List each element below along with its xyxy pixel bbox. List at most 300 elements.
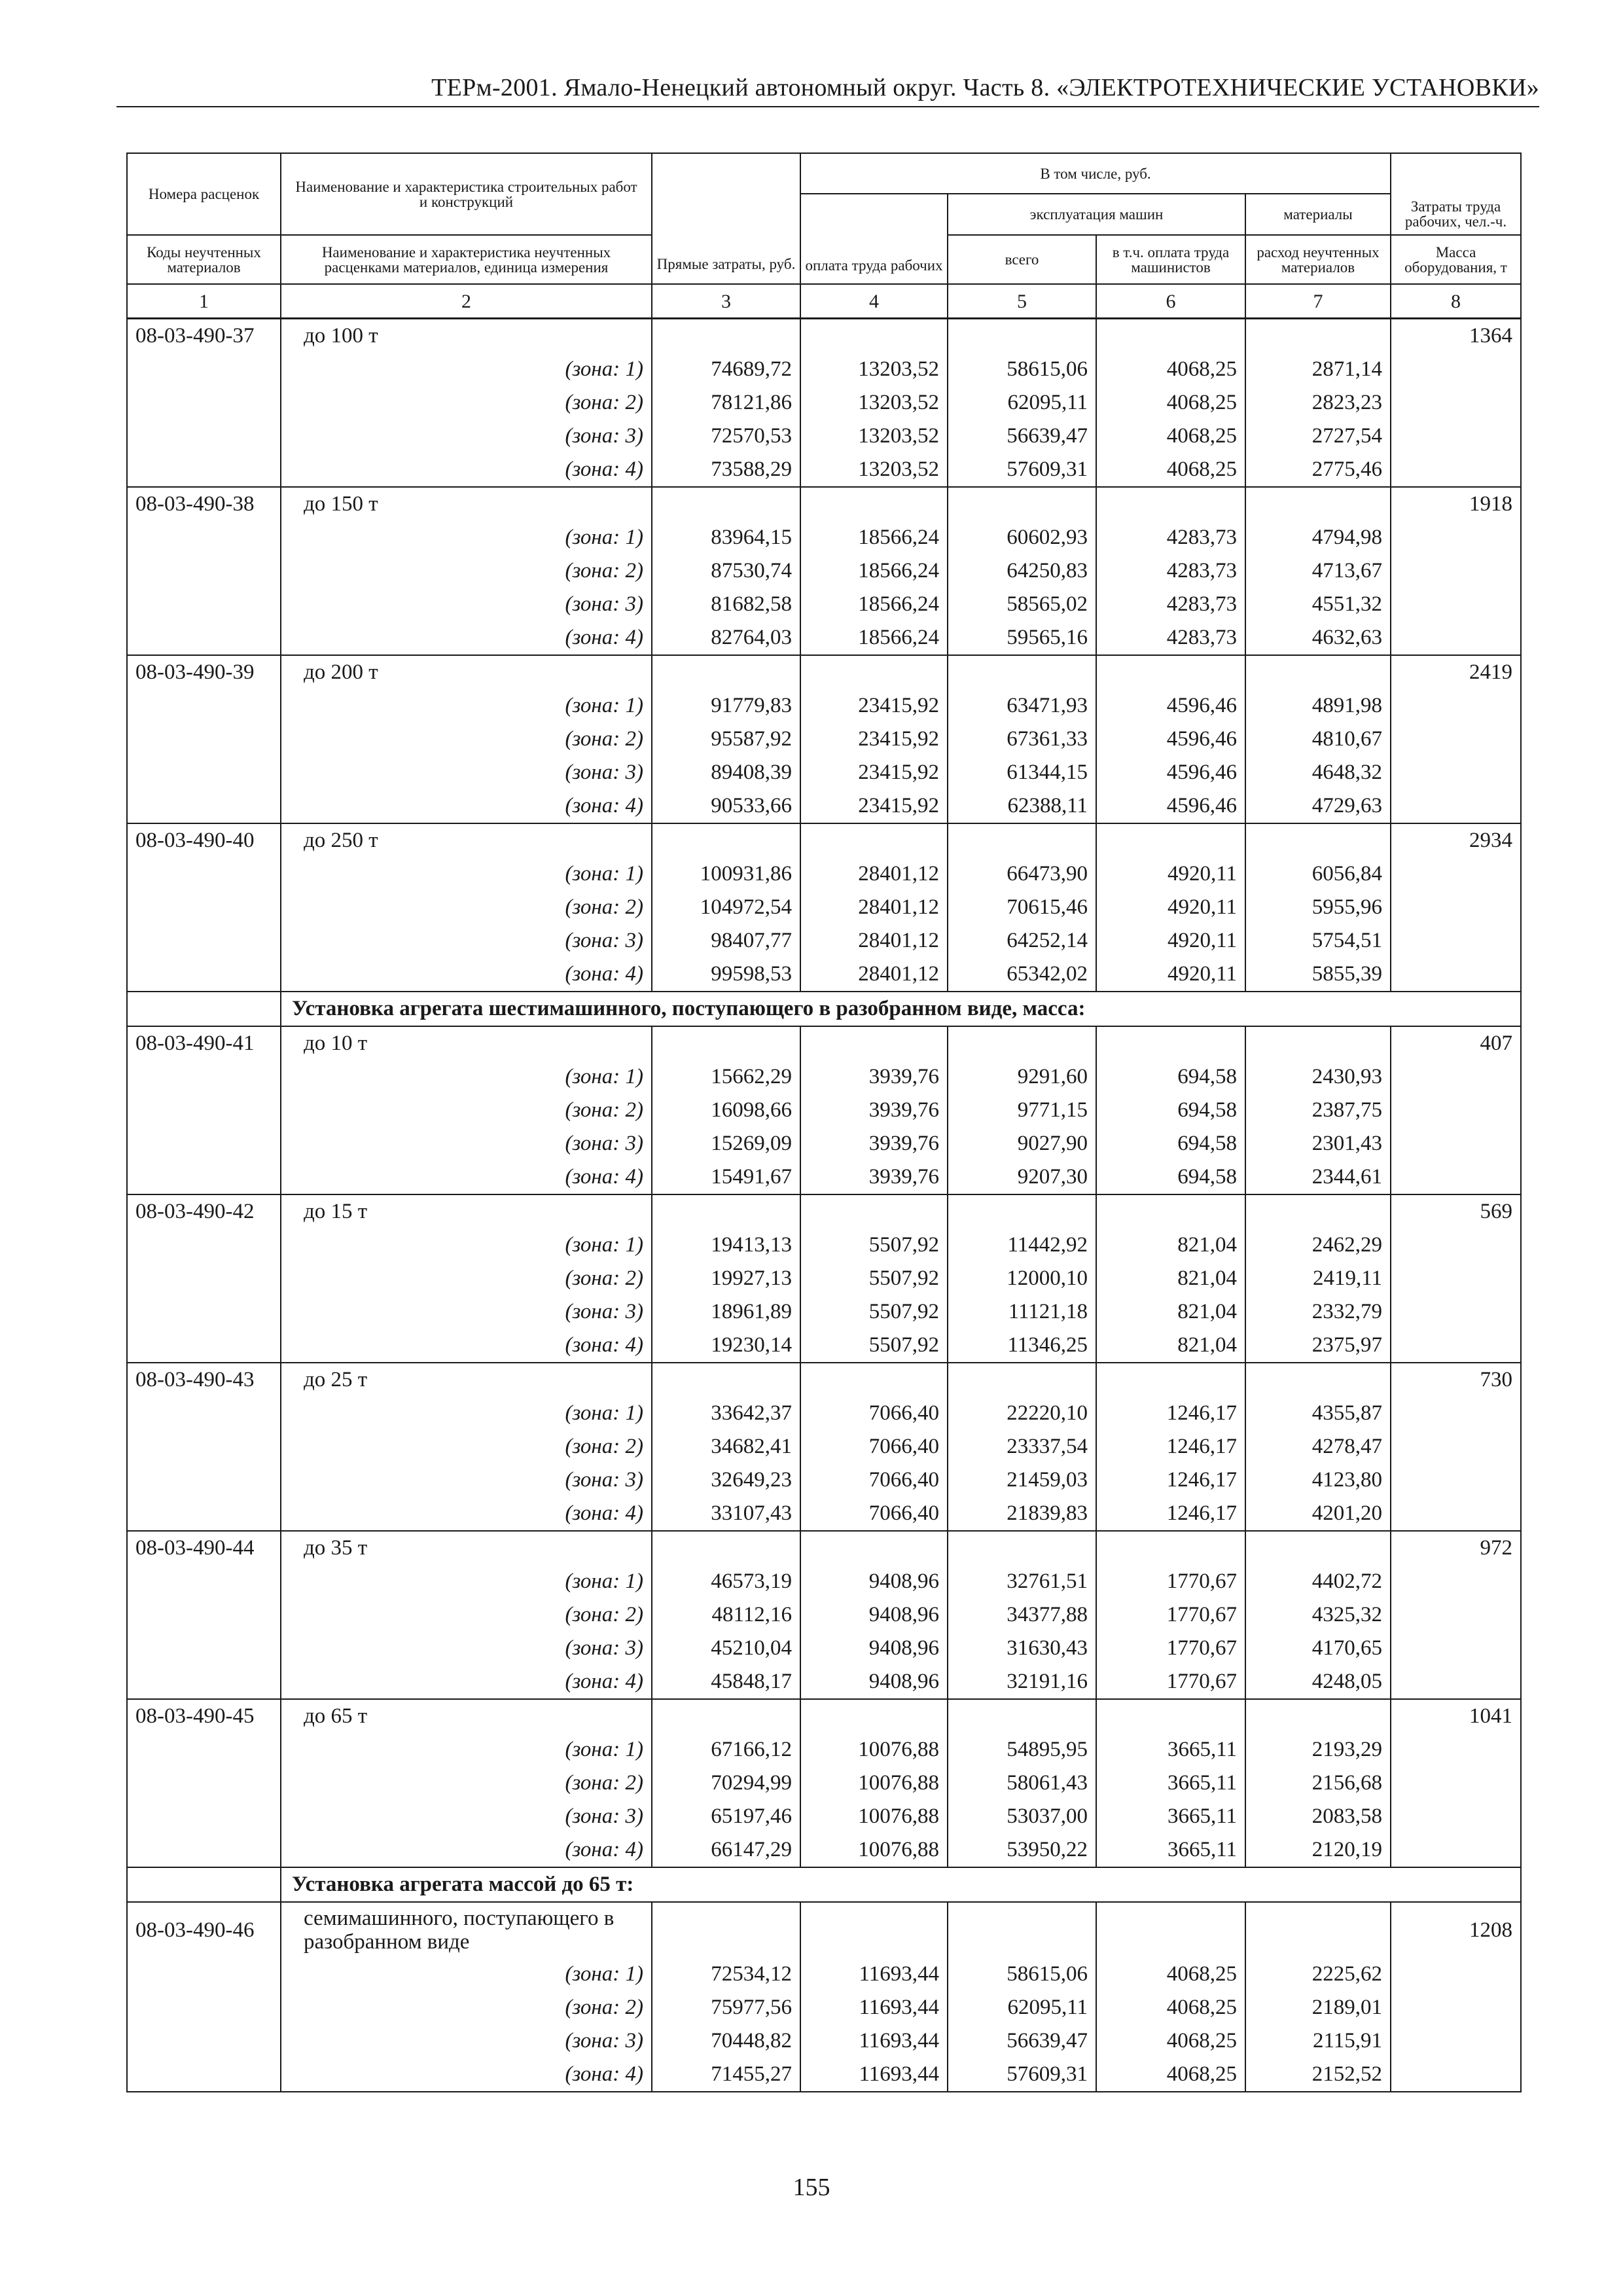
zone-label: (зона: 1): [281, 1958, 652, 1991]
direct-costs: 71455,27: [652, 2058, 800, 2092]
materials-cost: 4355,87: [1245, 1397, 1391, 1430]
equipment-mass: [1391, 554, 1521, 588]
zone-code-cell: [127, 789, 281, 823]
direct-costs: 95587,92: [652, 723, 800, 756]
empty-cell: [948, 1531, 1096, 1565]
empty-cell: [800, 1194, 948, 1229]
labor-costs: 1364: [1391, 319, 1521, 353]
machine-operators-pay: 3665,11: [1096, 1733, 1245, 1767]
zone-label: (зона: 1): [281, 1060, 652, 1094]
zone-row: [127, 1497, 1521, 1531]
machine-operators-pay: 4283,73: [1096, 521, 1245, 554]
direct-costs: 98407,77: [652, 924, 800, 958]
column-number: 7: [1245, 284, 1391, 319]
zone-label: (зона: 1): [281, 1397, 652, 1430]
direct-costs: 78121,86: [652, 386, 800, 420]
direct-costs: 81682,58: [652, 588, 800, 621]
machine-operators-pay: 1770,67: [1096, 1565, 1245, 1598]
materials-cost: 2375,97: [1245, 1329, 1391, 1363]
materials-cost: 4810,67: [1245, 723, 1391, 756]
zone-row: [127, 1329, 1521, 1363]
empty-cell: [1096, 319, 1245, 353]
labor-pay: 11693,44: [800, 2058, 948, 2092]
equipment-mass: [1391, 1397, 1521, 1430]
empty-cell: [652, 1363, 800, 1397]
empty-cell: [1096, 1194, 1245, 1229]
zone-code-cell: [127, 2058, 281, 2092]
equipment-mass: [1391, 588, 1521, 621]
labor-pay: 3939,76: [800, 1094, 948, 1127]
labor-costs: 972: [1391, 1531, 1521, 1565]
equipment-mass: [1391, 723, 1521, 756]
equipment-mass: [1391, 1632, 1521, 1665]
zone-row: [127, 1665, 1521, 1699]
zone-label: (зона: 2): [281, 1430, 652, 1463]
zone-row: [127, 1160, 1521, 1194]
equipment-mass: [1391, 2024, 1521, 2058]
direct-costs: 104972,54: [652, 891, 800, 924]
empty-cell: [948, 487, 1096, 521]
zone-row: [127, 1632, 1521, 1665]
machines-total: 59565,16: [948, 621, 1096, 655]
zone-row: [127, 453, 1521, 487]
rate-code: 08-03-490-43: [127, 1363, 281, 1397]
empty-cell: [652, 1531, 800, 1565]
materials-cost: 4632,63: [1245, 621, 1391, 655]
zone-code-cell: [127, 1598, 281, 1632]
empty-cell: [1096, 1699, 1245, 1733]
zone-label: (зона: 2): [281, 1262, 652, 1295]
machines-total: 62095,11: [948, 1991, 1096, 2024]
direct-costs: 91779,83: [652, 689, 800, 723]
empty-cell: [1245, 1902, 1391, 1958]
machines-total: 64250,83: [948, 554, 1096, 588]
rate-name: до 65 т: [281, 1699, 652, 1733]
machine-operators-pay: 1246,17: [1096, 1397, 1245, 1430]
labor-pay: 7066,40: [800, 1397, 948, 1430]
labor-costs: 1041: [1391, 1699, 1521, 1733]
table-header: [127, 153, 1521, 319]
section-title: Установка агрегата массой до 65 т:: [281, 1867, 1521, 1902]
materials-cost: 2462,29: [1245, 1229, 1391, 1262]
machine-operators-pay: 4068,25: [1096, 386, 1245, 420]
empty-cell: [800, 655, 948, 689]
machines-total: 22220,10: [948, 1397, 1096, 1430]
rate-code: 08-03-490-46: [127, 1902, 281, 1958]
empty-cell: [948, 1363, 1096, 1397]
direct-costs: 90533,66: [652, 789, 800, 823]
zone-code-cell: [127, 891, 281, 924]
materials-cost: 2120,19: [1245, 1833, 1391, 1867]
zone-code-cell: [127, 2024, 281, 2058]
direct-costs: 16098,66: [652, 1094, 800, 1127]
machine-operators-pay: 3665,11: [1096, 1767, 1245, 1800]
equipment-mass: [1391, 1565, 1521, 1598]
labor-costs: 1208: [1391, 1902, 1521, 1958]
empty-cell: [800, 1699, 948, 1733]
direct-costs: 48112,16: [652, 1598, 800, 1632]
materials-cost: 4278,47: [1245, 1430, 1391, 1463]
labor-pay: 13203,52: [800, 420, 948, 453]
machines-total: 58061,43: [948, 1767, 1096, 1800]
rate-row: [127, 1363, 1521, 1397]
equipment-mass: [1391, 1733, 1521, 1767]
labor-pay: 9408,96: [800, 1632, 948, 1665]
zone-label: (зона: 2): [281, 1094, 652, 1127]
zone-label: (зона: 1): [281, 1733, 652, 1767]
zone-code-cell: [127, 1632, 281, 1665]
labor-pay: 5507,92: [800, 1329, 948, 1363]
zone-row: [127, 1397, 1521, 1430]
zone-code-cell: [127, 1958, 281, 1991]
header-labor-pay: оплата труда рабочих: [800, 194, 948, 284]
zone-label: (зона: 3): [281, 2024, 652, 2058]
section-heading-row: [127, 1867, 1521, 1902]
labor-pay: 23415,92: [800, 689, 948, 723]
zone-code-cell: [127, 1833, 281, 1867]
materials-cost: 4648,32: [1245, 756, 1391, 789]
materials-cost: 4729,63: [1245, 789, 1391, 823]
empty-cell: [1096, 823, 1245, 857]
materials-cost: 2775,46: [1245, 453, 1391, 487]
empty-cell: [1096, 1902, 1245, 1958]
zone-code-cell: [127, 1800, 281, 1833]
direct-costs: 34682,41: [652, 1430, 800, 1463]
materials-cost: 4201,20: [1245, 1497, 1391, 1531]
machines-total: 62095,11: [948, 386, 1096, 420]
rate-row: [127, 1026, 1521, 1060]
equipment-mass: [1391, 1060, 1521, 1094]
direct-costs: 74689,72: [652, 353, 800, 386]
labor-pay: 5507,92: [800, 1262, 948, 1295]
machines-total: 58615,06: [948, 353, 1096, 386]
zone-label: (зона: 3): [281, 588, 652, 621]
zone-code-cell: [127, 420, 281, 453]
equipment-mass: [1391, 1800, 1521, 1833]
labor-pay: 11693,44: [800, 1958, 948, 1991]
direct-costs: 33642,37: [652, 1397, 800, 1430]
labor-pay: 13203,52: [800, 386, 948, 420]
direct-costs: 15662,29: [652, 1060, 800, 1094]
materials-cost: 4325,32: [1245, 1598, 1391, 1632]
rate-code: 08-03-490-40: [127, 823, 281, 857]
labor-pay: 28401,12: [800, 857, 948, 891]
machine-operators-pay: 1770,67: [1096, 1665, 1245, 1699]
zone-code-cell: [127, 924, 281, 958]
materials-cost: 2332,79: [1245, 1295, 1391, 1329]
section-heading-row: [127, 992, 1521, 1026]
empty-cell: [1245, 319, 1391, 353]
machine-operators-pay: 4068,25: [1096, 420, 1245, 453]
machines-total: 58565,02: [948, 588, 1096, 621]
direct-costs: 65197,46: [652, 1800, 800, 1833]
equipment-mass: [1391, 1598, 1521, 1632]
empty-cell: [1245, 823, 1391, 857]
zone-label: (зона: 4): [281, 1833, 652, 1867]
rate-code: 08-03-490-37: [127, 319, 281, 353]
direct-costs: 72570,53: [652, 420, 800, 453]
machine-operators-pay: 1770,67: [1096, 1598, 1245, 1632]
materials-cost: 2189,01: [1245, 1991, 1391, 2024]
zone-label: (зона: 3): [281, 1127, 652, 1160]
empty-cell: [1096, 1026, 1245, 1060]
zone-label: (зона: 2): [281, 554, 652, 588]
zone-code-cell: [127, 1565, 281, 1598]
zone-row: [127, 588, 1521, 621]
machines-total: 53037,00: [948, 1800, 1096, 1833]
empty-cell: [652, 823, 800, 857]
direct-costs: 45848,17: [652, 1665, 800, 1699]
zone-row: [127, 1295, 1521, 1329]
empty-cell: [1096, 487, 1245, 521]
machines-total: 31630,43: [948, 1632, 1096, 1665]
zone-code-cell: [127, 1262, 281, 1295]
materials-cost: 4891,98: [1245, 689, 1391, 723]
machines-total: 9207,30: [948, 1160, 1096, 1194]
rate-row: [127, 1902, 1521, 1958]
zone-code-cell: [127, 453, 281, 487]
machine-operators-pay: 4068,25: [1096, 2058, 1245, 2092]
empty-cell: [800, 1531, 948, 1565]
labor-pay: 10076,88: [800, 1833, 948, 1867]
materials-cost: 4713,67: [1245, 554, 1391, 588]
materials-cost: 2430,93: [1245, 1060, 1391, 1094]
equipment-mass: [1391, 1229, 1521, 1262]
rate-name: до 150 т: [281, 487, 652, 521]
rate-code: 08-03-490-44: [127, 1531, 281, 1565]
materials-cost: 4794,98: [1245, 521, 1391, 554]
zone-row: [127, 2024, 1521, 2058]
zone-code-cell: [127, 958, 281, 992]
labor-pay: 11693,44: [800, 1991, 948, 2024]
header-materials-unaccounted: расход неучтенных материалов: [1245, 235, 1391, 284]
materials-cost: 4170,65: [1245, 1632, 1391, 1665]
empty-cell: [800, 487, 948, 521]
equipment-mass: [1391, 1329, 1521, 1363]
labor-pay: 23415,92: [800, 723, 948, 756]
zone-code-cell: [127, 1430, 281, 1463]
header-machine-total: всего: [948, 235, 1096, 284]
labor-pay: 3939,76: [800, 1060, 948, 1094]
rate-code: 08-03-490-42: [127, 1194, 281, 1229]
labor-pay: 7066,40: [800, 1430, 948, 1463]
materials-cost: 2823,23: [1245, 386, 1391, 420]
machine-operators-pay: 4920,11: [1096, 857, 1245, 891]
empty-cell: [948, 1699, 1096, 1733]
labor-pay: 9408,96: [800, 1598, 948, 1632]
labor-costs: 1918: [1391, 487, 1521, 521]
machines-total: 11346,25: [948, 1329, 1096, 1363]
materials-cost: 2727,54: [1245, 420, 1391, 453]
zone-label: (зона: 2): [281, 891, 652, 924]
direct-costs: 100931,86: [652, 857, 800, 891]
zone-row: [127, 1991, 1521, 2024]
rate-code: 08-03-490-41: [127, 1026, 281, 1060]
machines-total: 23337,54: [948, 1430, 1096, 1463]
zone-code-cell: [127, 1060, 281, 1094]
machine-operators-pay: 1770,67: [1096, 1632, 1245, 1665]
machines-total: 56639,47: [948, 2024, 1096, 2058]
equipment-mass: [1391, 1497, 1521, 1531]
zone-code-cell: [127, 353, 281, 386]
machines-total: 34377,88: [948, 1598, 1096, 1632]
empty-cell: [800, 1902, 948, 1958]
machines-total: 32761,51: [948, 1565, 1096, 1598]
machine-operators-pay: 4920,11: [1096, 958, 1245, 992]
empty-cell: [652, 1026, 800, 1060]
rate-row: [127, 1531, 1521, 1565]
zone-code-cell: [127, 689, 281, 723]
zone-label: (зона: 3): [281, 420, 652, 453]
empty-cell: [652, 1902, 800, 1958]
rate-name: до 25 т: [281, 1363, 652, 1397]
rate-row: [127, 655, 1521, 689]
labor-pay: 10076,88: [800, 1800, 948, 1833]
empty-cell: [1245, 487, 1391, 521]
machines-total: 61344,15: [948, 756, 1096, 789]
equipment-mass: [1391, 1295, 1521, 1329]
empty-cell: [652, 655, 800, 689]
header-rate-numbers: Номера расценок: [127, 153, 281, 235]
zone-code-cell: [127, 1463, 281, 1497]
page-number: 155: [793, 2174, 830, 2201]
equipment-mass: [1391, 924, 1521, 958]
zone-code-cell: [127, 588, 281, 621]
materials-cost: 2115,91: [1245, 2024, 1391, 2058]
zone-row: [127, 789, 1521, 823]
machines-total: 53950,22: [948, 1833, 1096, 1867]
zone-row: [127, 1598, 1521, 1632]
header-direct-costs: Прямые затраты, руб.: [652, 153, 800, 284]
zone-code-cell: [127, 1160, 281, 1194]
zone-code-cell: [127, 621, 281, 655]
column-number: 4: [800, 284, 948, 319]
zone-code-cell: [127, 1295, 281, 1329]
zone-code-cell: [127, 857, 281, 891]
labor-pay: 18566,24: [800, 554, 948, 588]
rate-row: [127, 319, 1521, 353]
labor-costs: 407: [1391, 1026, 1521, 1060]
direct-costs: 18961,89: [652, 1295, 800, 1329]
machines-total: 56639,47: [948, 420, 1096, 453]
empty-cell: [1245, 1699, 1391, 1733]
equipment-mass: [1391, 1665, 1521, 1699]
labor-pay: 11693,44: [800, 2024, 948, 2058]
machines-total: 54895,95: [948, 1733, 1096, 1767]
rate-code: 08-03-490-39: [127, 655, 281, 689]
machines-total: 11121,18: [948, 1295, 1096, 1329]
rate-name: до 35 т: [281, 1531, 652, 1565]
machines-total: 62388,11: [948, 789, 1096, 823]
materials-cost: 2419,11: [1245, 1262, 1391, 1295]
equipment-mass: [1391, 1160, 1521, 1194]
labor-pay: 23415,92: [800, 756, 948, 789]
zone-row: [127, 1430, 1521, 1463]
zone-code-cell: [127, 723, 281, 756]
equipment-mass: [1391, 789, 1521, 823]
machine-operators-pay: 4920,11: [1096, 924, 1245, 958]
header-work-name: Наименование и характеристика строительных работ и конструкций: [281, 153, 652, 235]
empty-cell: [948, 1026, 1096, 1060]
machine-operators-pay: 4283,73: [1096, 554, 1245, 588]
empty-cell: [1245, 1026, 1391, 1060]
zone-row: [127, 689, 1521, 723]
column-number: 5: [948, 284, 1096, 319]
machines-total: 57609,31: [948, 453, 1096, 487]
direct-costs: 89408,39: [652, 756, 800, 789]
materials-cost: 2344,61: [1245, 1160, 1391, 1194]
column-number: 6: [1096, 284, 1245, 319]
zone-row: [127, 1094, 1521, 1127]
zone-row: [127, 924, 1521, 958]
labor-pay: 13203,52: [800, 453, 948, 487]
labor-pay: 13203,52: [800, 353, 948, 386]
zone-label: (зона: 1): [281, 353, 652, 386]
column-number: 3: [652, 284, 800, 319]
machine-operators-pay: 4068,25: [1096, 353, 1245, 386]
machine-operators-pay: 694,58: [1096, 1094, 1245, 1127]
labor-costs: 2419: [1391, 655, 1521, 689]
machines-total: 65342,02: [948, 958, 1096, 992]
equipment-mass: [1391, 1958, 1521, 1991]
materials-cost: 5955,96: [1245, 891, 1391, 924]
zone-label: (зона: 1): [281, 1229, 652, 1262]
materials-cost: 2225,62: [1245, 1958, 1391, 1991]
materials-cost: 5754,51: [1245, 924, 1391, 958]
labor-pay: 18566,24: [800, 621, 948, 655]
zone-label: (зона: 4): [281, 1160, 652, 1194]
header-material-name: Наименование и характеристика неучтенных расценками материалов, единица измерения: [281, 235, 652, 284]
labor-pay: 9408,96: [800, 1565, 948, 1598]
equipment-mass: [1391, 386, 1521, 420]
direct-costs: 73588,29: [652, 453, 800, 487]
labor-pay: 5507,92: [800, 1295, 948, 1329]
machines-total: 63471,93: [948, 689, 1096, 723]
zone-label: (зона: 3): [281, 756, 652, 789]
column-number: 8: [1391, 284, 1521, 319]
machine-operators-pay: 821,04: [1096, 1329, 1245, 1363]
labor-pay: 28401,12: [800, 924, 948, 958]
empty-cell: [948, 1902, 1096, 1958]
materials-cost: 5855,39: [1245, 958, 1391, 992]
rate-name: семимашинного, поступающего в разобранном виде: [281, 1902, 652, 1958]
rate-name: до 15 т: [281, 1194, 652, 1229]
labor-pay: 9408,96: [800, 1665, 948, 1699]
zone-label: (зона: 2): [281, 386, 652, 420]
zone-row: [127, 1262, 1521, 1295]
zone-row: [127, 353, 1521, 386]
empty-cell: [1245, 655, 1391, 689]
labor-pay: 23415,92: [800, 789, 948, 823]
empty-cell: [948, 319, 1096, 353]
empty-cell: [652, 319, 800, 353]
machine-operators-pay: 694,58: [1096, 1160, 1245, 1194]
machines-total: 21459,03: [948, 1463, 1096, 1497]
labor-pay: 5507,92: [800, 1229, 948, 1262]
zone-row: [127, 2058, 1521, 2092]
zone-label: (зона: 3): [281, 924, 652, 958]
header-equipment-mass: Масса оборудования, т: [1391, 235, 1521, 284]
zone-code-cell: [127, 1329, 281, 1363]
equipment-mass: [1391, 756, 1521, 789]
materials-cost: 6056,84: [1245, 857, 1391, 891]
empty-cell: [1096, 655, 1245, 689]
direct-costs: 75977,56: [652, 1991, 800, 2024]
empty-cell: [1096, 1531, 1245, 1565]
machines-total: 11442,92: [948, 1229, 1096, 1262]
rate-row: [127, 1699, 1521, 1733]
machine-operators-pay: 4283,73: [1096, 621, 1245, 655]
